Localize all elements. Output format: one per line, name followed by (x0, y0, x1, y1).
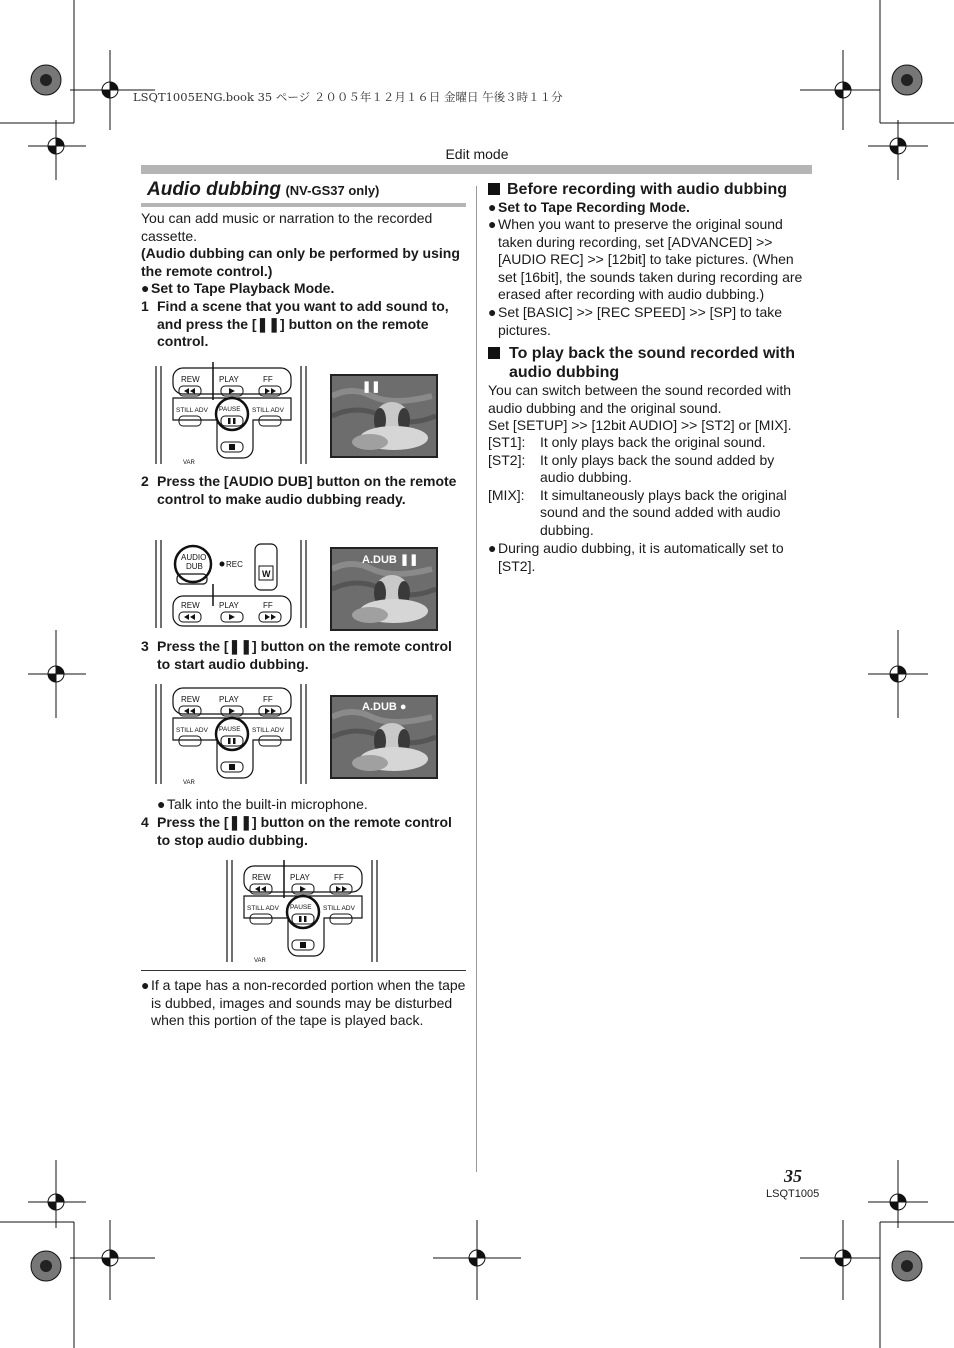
svg-text:VAR: VAR (254, 958, 266, 964)
svg-text:PLAY: PLAY (219, 695, 239, 704)
bullet-icon: ● (488, 304, 497, 320)
svg-text:PAUSE: PAUSE (219, 726, 241, 733)
step-4: 4 Press the [❚❚] button on the remote control to stop audio dubbing. (141, 814, 452, 848)
definition-st1: [ST1]: It only plays back the original sound. (488, 434, 766, 450)
bullet-icon: ● (488, 540, 497, 556)
heading-playback: To play back the sound recorded with audio dubbing (488, 344, 812, 382)
svg-text:FF: FF (263, 695, 273, 704)
title-rule (141, 203, 466, 207)
dog-image-1 (332, 376, 436, 456)
step-3: 3 Press the [❚❚] button on the remote control to start audio dubbing. (141, 638, 452, 672)
svg-text:PLAY: PLAY (290, 873, 310, 882)
rew-label-2: REW (181, 601, 200, 610)
page-title (147, 179, 379, 201)
bullet-icon: ● (488, 199, 497, 215)
document-code: LSQT1005 (766, 1188, 820, 1200)
section-header: Edit mode (445, 146, 509, 162)
screen-overlay-2: A.DUB ❚❚ (362, 554, 419, 566)
still-adv-label: STILL ADV (176, 407, 208, 414)
remote-illustration-3 (155, 684, 307, 788)
step-2: 2 Press the [AUDIO DUB] button on the remote control to make audio dubbing ready. (141, 473, 457, 507)
svg-text:STILL ADV: STILL ADV (323, 905, 355, 912)
svg-text:REW: REW (252, 873, 271, 882)
svg-text:STILL ADV: STILL ADV (176, 727, 208, 734)
rec-label: REC (226, 560, 243, 569)
mode-bullet: ● Set to Tape Playback Mode. (141, 280, 335, 296)
play-label: PLAY (219, 375, 239, 384)
video-screen-2 (330, 547, 438, 631)
auto-st2-bullet: ● During audio dubbing, it is automatically set to [ST2]. (488, 540, 784, 574)
bullet-icon: ● (141, 977, 150, 993)
var-label: VAR (183, 460, 195, 466)
svg-text:STILL ADV: STILL ADV (252, 727, 284, 734)
definition-st2: [ST2]: It only plays back the sound added by audio dubbing. (488, 451, 775, 485)
remote-note: (Audio dubbing can only be performed by using the remote control.) (141, 245, 460, 279)
svg-text:PAUSE: PAUSE (290, 904, 312, 911)
note-divider (141, 970, 466, 971)
svg-text:VAR: VAR (183, 780, 195, 786)
dub-label: DUB (186, 562, 203, 571)
remote-illustration-1 (155, 362, 307, 466)
column-divider (476, 186, 477, 1172)
bullet-icon: ● (157, 796, 166, 812)
definition-mix: [MIX]: It simultaneously plays back the original sound and the sound added with audio dubbing. (488, 486, 787, 538)
square-bullet-icon (488, 183, 500, 195)
header-rule (141, 165, 812, 174)
svg-text:STILL ADV: STILL ADV (247, 905, 279, 912)
mode-definitions (488, 434, 812, 539)
video-screen-1 (330, 374, 438, 458)
rew-label: REW (181, 375, 200, 384)
screen-overlay-3: A.DUB ● (362, 701, 407, 713)
pause-label: PAUSE (219, 406, 241, 413)
svg-text:REW: REW (181, 695, 200, 704)
page-number: 35 (784, 1166, 802, 1186)
setup-instruction: Set [SETUP] >> [12bit AUDIO] >> [ST2] or [MIX]. (488, 417, 792, 433)
intro-text: You can add music or narration to the recorded cassette. (141, 210, 433, 244)
ff-label: FF (263, 375, 273, 384)
w-label: W (262, 569, 271, 579)
heading-before-recording: Before recording with audio dubbing (488, 180, 812, 199)
square-bullet-icon (488, 347, 500, 359)
step-1: 1 Find a scene that you want to add sound to, and press the [❚❚] button on the remote control. (141, 298, 449, 349)
preserve-sound-bullet: ● When you want to preserve the original sound taken during recording, set [ADVANCED] >> [AUDIO REC] >> [12bit] to take pictures. (When set [16bit], the sounds taken during recording are erased after recording with audio dubbing.) (488, 216, 803, 302)
print-file-info: LSQT1005ENG.book 35 ページ ２００５年１２月１６日 金曜日 午後３時１１分 (133, 90, 563, 104)
rec-speed-bullet: ● Set [BASIC] >> [REC SPEED] >> [SP] to take pictures. (488, 304, 783, 338)
screen-overlay-1: ❚❚ (362, 381, 381, 393)
video-screen-3 (330, 695, 438, 779)
playback-para: You can switch between the sound recorded with audio dubbing and the original sound. (488, 382, 792, 416)
rec-mode-bullet: ● Set to Tape Recording Mode. (488, 199, 690, 215)
remote-illustration-4 (226, 860, 378, 964)
still-adv-label-2: STILL ADV (252, 407, 284, 414)
title-text: Audio dubbing (147, 179, 282, 200)
remote-illustration-2 (155, 540, 307, 628)
model-note: (NV-GS37 only) (285, 183, 380, 198)
talk-bullet: ● Talk into the built-in microphone. (157, 796, 368, 812)
play-label-2: PLAY (219, 601, 239, 610)
bullet-icon: ● (141, 280, 150, 296)
ff-label-2: FF (263, 601, 273, 610)
tape-note-bullet: ● If a tape has a non-recorded portion when the tape is dubbed, images and sounds may be disturbed when this portion of the tape is played back. (141, 977, 466, 1028)
svg-text:FF: FF (334, 873, 344, 882)
bullet-icon: ● (488, 216, 497, 232)
audio-label: AUDIO (181, 553, 207, 562)
